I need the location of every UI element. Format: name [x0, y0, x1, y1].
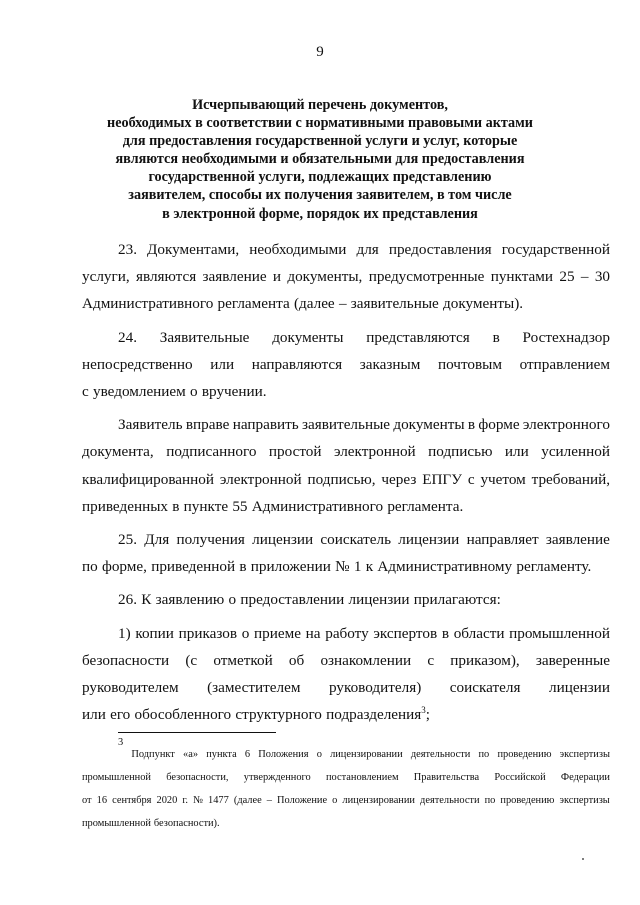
paragraph-line: квалифицированной электронной подписью, через ЕПГУ с учетом требований,	[82, 470, 610, 488]
paragraph-line: 24. Заявительные документы представляются в Ростехнадзор	[118, 328, 610, 346]
paragraph-line: услуги, являются заявление и документы, предусмотренные пунктами 25 – 30	[82, 268, 610, 286]
paragraph-line: документа, подписанного простой электронной подписью или усиленной	[82, 443, 610, 461]
paragraph-line: руководителем (заместителем руководителя) соискателя лицензии	[82, 679, 610, 697]
paragraph-line: 23. Документами, необходимыми для предоставления государственной	[118, 241, 610, 258]
title-line: необходимых в соответствии с нормативными правовыми актами	[107, 115, 533, 132]
paragraph-line: или его обособленного структурного подразделения$^3$;	[82, 705, 430, 724]
paragraph	[82, 586, 610, 613]
paragraph-line: с уведомлением о вручении.	[82, 383, 267, 401]
paragraph-line: по форме, приведенной в приложении № 1 к Административному регламенту.	[82, 558, 592, 576]
document-body	[82, 236, 610, 734]
title-line: являются необходимыми и обязательными для предоставления	[115, 151, 525, 168]
paragraph-line: Заявитель вправе направить заявительные документы в форме электронного	[118, 416, 610, 434]
paragraph-line: 25. Для получения лицензии соискатель лицензии направляет заявление	[118, 531, 610, 549]
footnote-reference: 3	[421, 705, 426, 716]
footnote-line: от 16 сентября 2020 г. № 1477 (далее – Положение о лицензировании деятельности по проведению экспертизы	[82, 795, 610, 806]
page-number: 9	[316, 44, 324, 60]
footnote-line: промышленной безопасности).	[82, 818, 220, 829]
title-line: Исчерпывающий перечень документов,	[192, 97, 448, 113]
title-line: в электронной форме, порядок их представления	[162, 205, 478, 222]
paragraph-line: 1) копии приказов о приеме на работу экспертов в области промышленной	[118, 624, 610, 642]
paragraph	[82, 526, 610, 580]
title-line: для предоставления государственной услуги и услуг, которые	[122, 133, 518, 150]
title-line: государственной услуги, подлежащих представлению	[148, 169, 492, 186]
footnote-line: промышленной безопасности, утвержденного постановлением Правительства Российской Федерации	[82, 772, 610, 783]
paragraph	[82, 411, 610, 520]
footnote-separator	[118, 732, 276, 733]
scan-speck	[582, 858, 584, 860]
section-title	[0, 96, 640, 223]
paragraph-line: 26. К заявлению о предоставлении лицензии прилагаются:	[118, 591, 501, 609]
paragraph	[82, 324, 610, 406]
paragraph-line: безопасности (с отметкой об ознакомлении с приказом), заверенные	[82, 651, 610, 669]
paragraph-line: непосредственно или направляются заказным почтовым отправлением	[82, 355, 610, 373]
title-line: заявителем, способы их получения заявителем, в том числе	[128, 187, 512, 204]
paragraph-line: Административного регламента (далее – заявительные документы).	[82, 295, 524, 313]
footnote-marker: 3	[118, 737, 124, 748]
footnote	[82, 737, 610, 835]
paragraph	[82, 236, 610, 318]
paragraph	[82, 620, 610, 729]
footnote-line: 3 Подпункт «а» пункта 6 Положения о лицензировании деятельности по проведению экспертизы	[82, 743, 610, 766]
paragraph-line: приведенных в пункте 55 Административного регламента.	[82, 497, 464, 515]
